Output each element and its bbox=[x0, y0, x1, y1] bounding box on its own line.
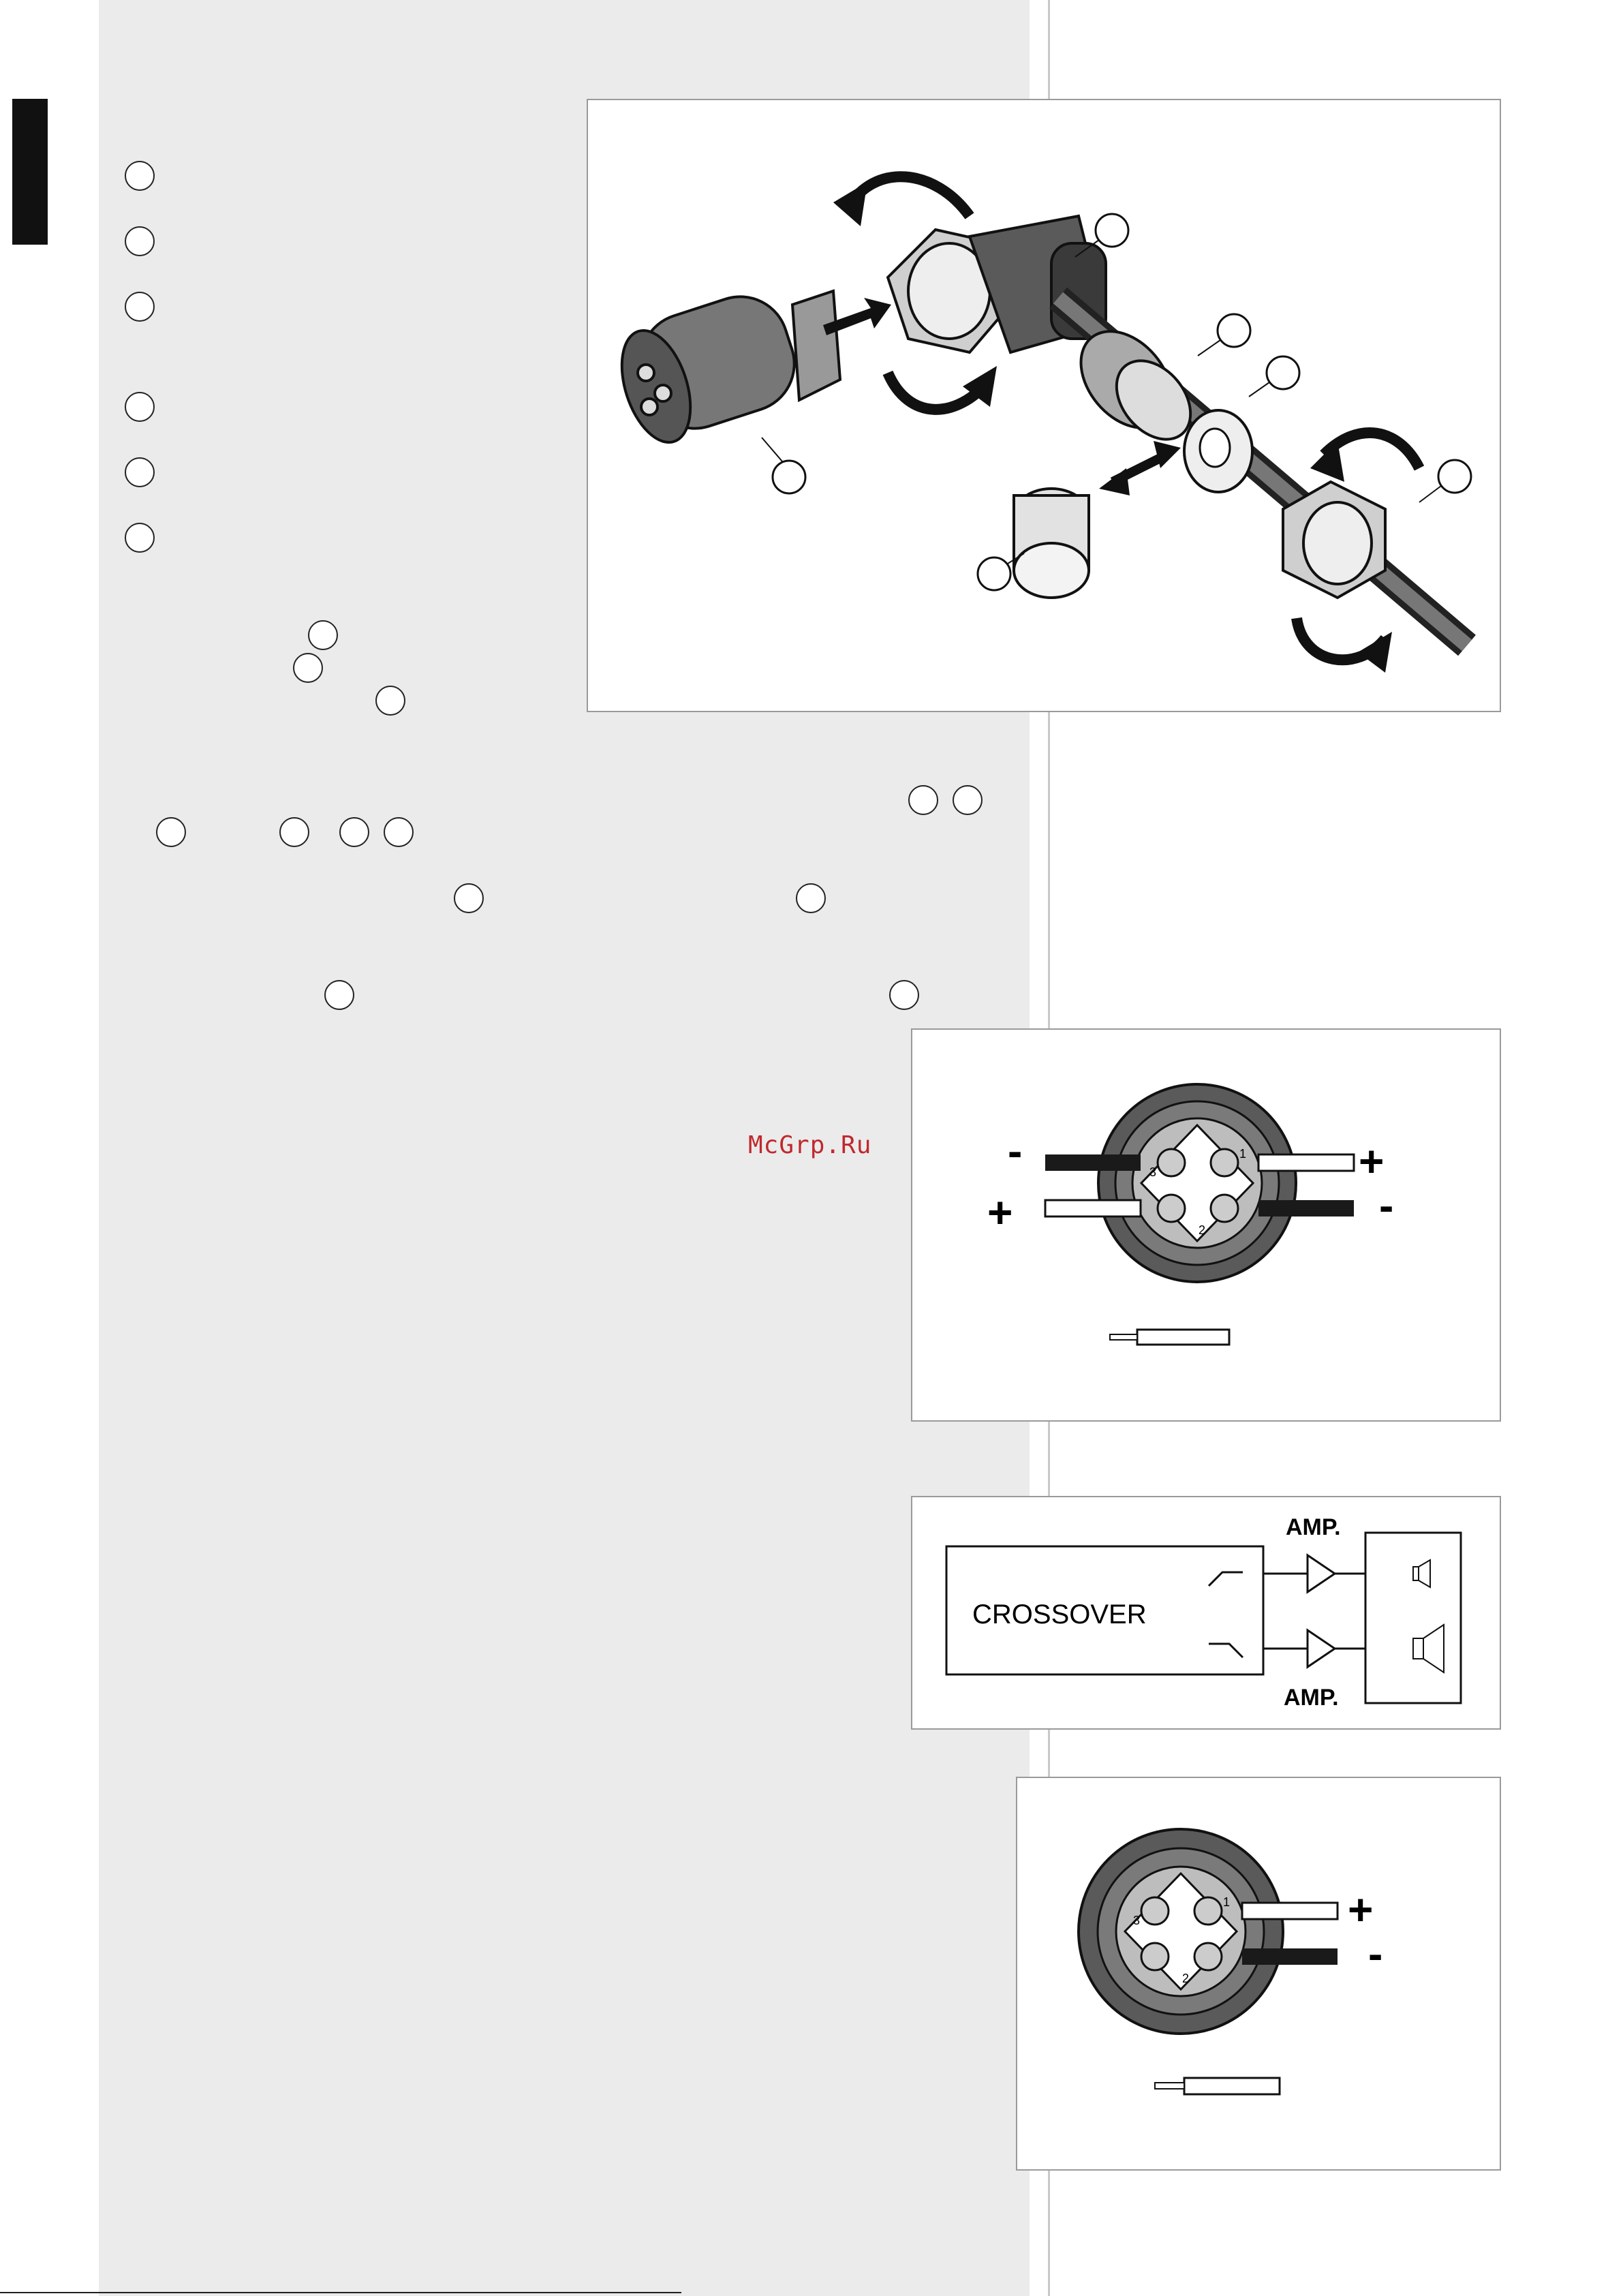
hex-nut bbox=[1283, 482, 1385, 598]
ref-circle bbox=[308, 620, 338, 650]
plus-label: + bbox=[1359, 1137, 1385, 1186]
minus-label: - bbox=[1368, 1929, 1383, 1978]
ref-circle bbox=[156, 817, 186, 847]
passive-wiring-figure bbox=[1016, 1777, 1501, 2171]
pin-label: 1 bbox=[1223, 1895, 1231, 1909]
watermark: McGrp.Ru bbox=[748, 1131, 872, 1159]
plus-label: + bbox=[1348, 1885, 1374, 1934]
ref-circle bbox=[375, 686, 405, 716]
minus-label: - bbox=[1379, 1181, 1394, 1230]
footer-rule bbox=[0, 2292, 681, 2293]
step-circle-3 bbox=[125, 292, 155, 322]
plug-body bbox=[609, 284, 840, 451]
ref-circle bbox=[908, 785, 938, 815]
ref-circle bbox=[339, 817, 369, 847]
crossover-label: CROSSOVER bbox=[972, 1599, 1147, 1629]
biamp-wiring-figure bbox=[911, 1028, 1501, 1422]
ref-circle bbox=[953, 785, 983, 815]
pin-label: 3 bbox=[1149, 1165, 1157, 1179]
pin-label: 3 bbox=[1133, 1914, 1141, 1927]
hex-housing bbox=[888, 216, 1106, 352]
pin-label: 1 bbox=[1239, 1147, 1247, 1161]
passive-wiring-drawing bbox=[1017, 1778, 1502, 2172]
ref-circle bbox=[889, 980, 919, 1010]
ref-circle bbox=[324, 980, 354, 1010]
amp-label-bottom: AMP. bbox=[1284, 1685, 1339, 1711]
connector-assembly-figure bbox=[587, 99, 1501, 712]
connector-assembly-drawing bbox=[588, 100, 1502, 714]
step-circle-5 bbox=[125, 457, 155, 487]
crossover-diagram bbox=[912, 1497, 1502, 1731]
pin-label: 2 bbox=[1199, 1223, 1206, 1237]
step-circle-4 bbox=[125, 392, 155, 422]
pin-label: 2 bbox=[1182, 1972, 1190, 1985]
ref-circle bbox=[796, 883, 826, 913]
ref-circle bbox=[454, 883, 484, 913]
ref-circle bbox=[384, 817, 414, 847]
amp-label-top: AMP. bbox=[1286, 1514, 1341, 1540]
step-circle-2 bbox=[125, 226, 155, 256]
biamp-wiring-drawing bbox=[912, 1030, 1502, 1423]
ref-circle bbox=[293, 653, 323, 683]
plus-label: + bbox=[987, 1188, 1013, 1237]
crossover-figure bbox=[911, 1496, 1501, 1730]
step-circle-1 bbox=[125, 161, 155, 191]
step-circle-6 bbox=[125, 523, 155, 553]
language-tab-marker bbox=[12, 99, 48, 245]
minus-label: - bbox=[1008, 1127, 1023, 1176]
ref-circle bbox=[279, 817, 309, 847]
